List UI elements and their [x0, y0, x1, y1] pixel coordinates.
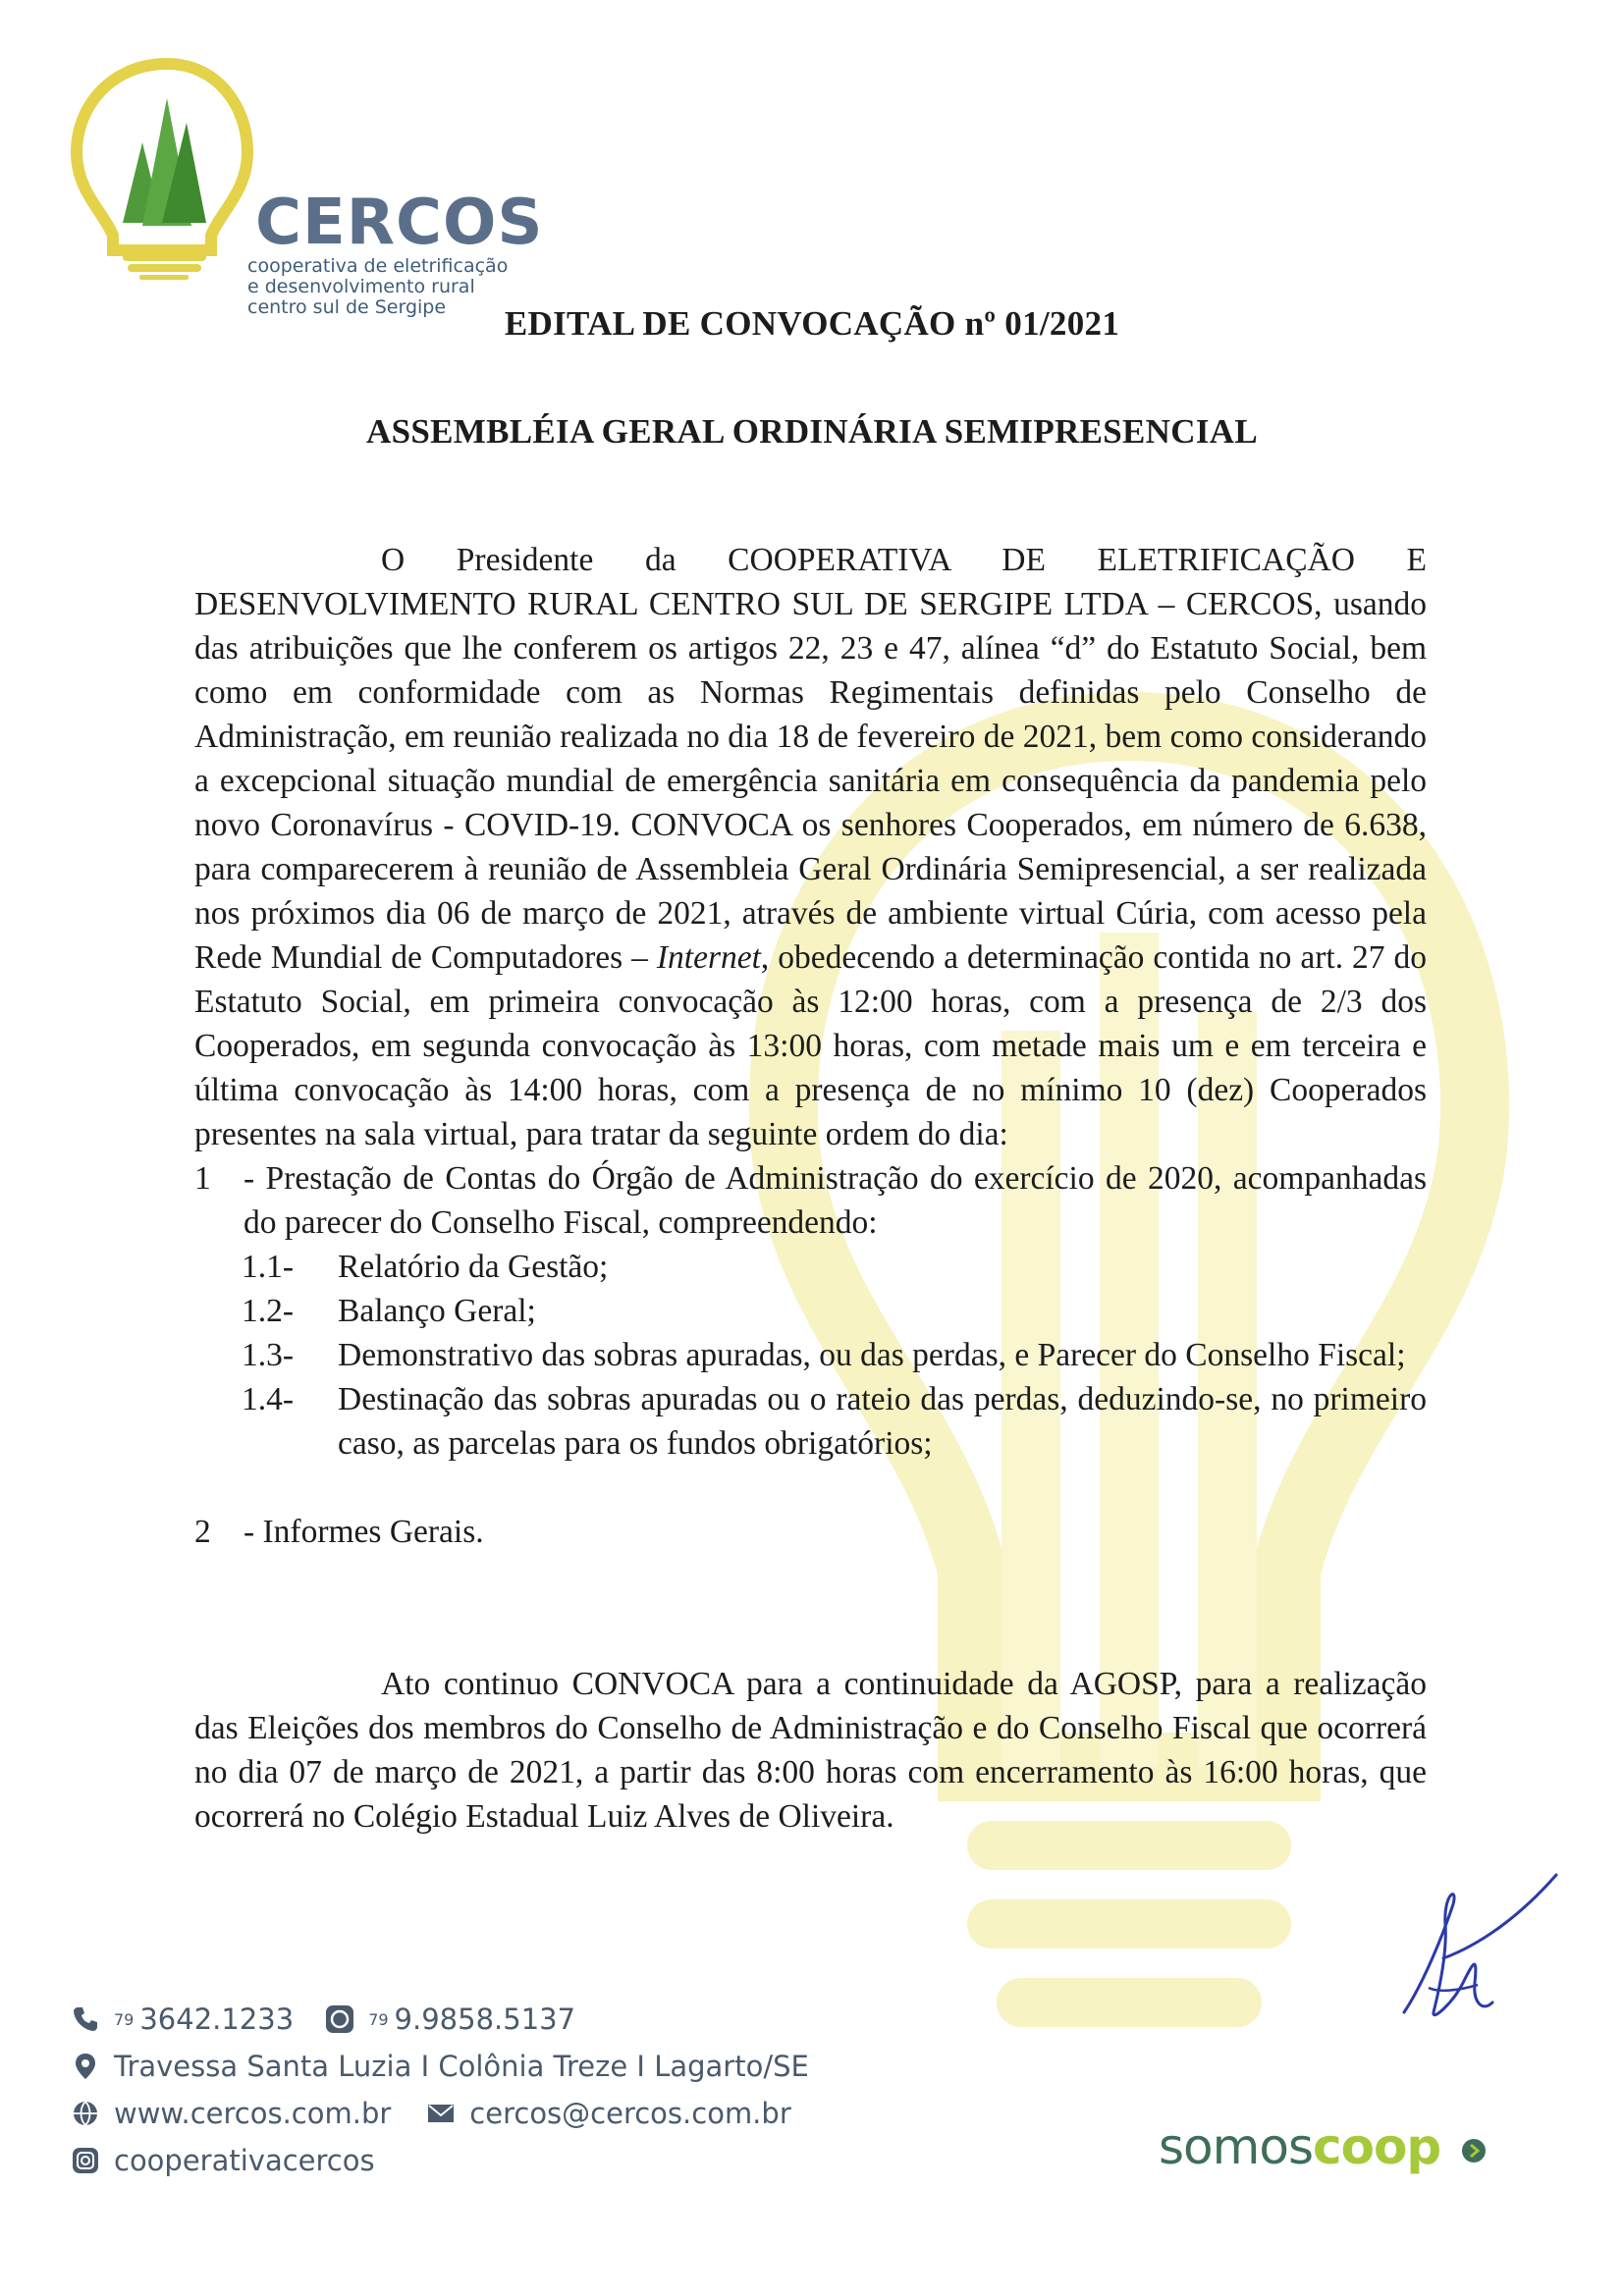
- subitem-text: Balanço Geral;: [338, 1293, 536, 1329]
- phone-ddd: 79: [114, 2009, 135, 2029]
- phone-number: 3642.1233: [139, 2002, 295, 2036]
- whatsapp-number: 9.9858.5137: [394, 2002, 576, 2036]
- document-title: EDITAL DE CONVOCAÇÃO nº 01/2021: [504, 304, 1120, 343]
- subitem-number: 1.4-: [242, 1381, 295, 1417]
- paragraph-italic-text: Internet: [656, 939, 761, 976]
- agenda-item: [194, 1510, 1427, 1554]
- paragraph-text: O Presidente da COOPERATIVA DE ELETRIFICAÇÃO E DESENVOLVIMENTO RURAL CENTRO SUL DE SERGIPE LTDA – CERCOS, usando das atribuições que lhe conferem os artigos 22, 23 e 47, alínea “d” do Estatuto Social, bem como em conformidade com as Normas Regimentais definidas pelo Conselho de Administração, em reunião realizada no dia 18 de fevereiro de 2021, bem como considerando a excepcional situação mundial de emergência sanitária em consequência da pandemia pelo novo Coronavírus - COVID-19. CONVOCA os senhores Cooperados, em número de 6.638, para comparecerem à reunião de Assembleia Geral Ordinária Semipresencial, a ser realizada nos próximos dia 06 de março de 2021, através de ambiente virtual Cúria, com acesso pela Rede Mundial de Computadores –: [194, 542, 1427, 976]
- agenda-subitem: [194, 1333, 1427, 1377]
- location-pin-icon: [71, 2052, 100, 2081]
- agenda-item: [194, 1156, 1427, 1245]
- whatsapp-ddd: 79: [368, 2009, 389, 2029]
- phone-icon: [71, 2004, 100, 2034]
- paragraph-text: , obedecendo a determinação contida no art. 27 do Estatuto Social, em primeira convocação às 12:00 horas, com a presença de 2/3 dos Cooperados, em segunda convocação às 13:00 horas, com metade mais um e em terceira e última convocação às 14:00 horas, com a presença de no mínimo 10 (dez) Cooperados presentes na sala virtual, para tratar da seguinte ordem do dia:: [194, 939, 1427, 1152]
- agenda-item-number: 1: [194, 1160, 211, 1197]
- subitem-number: 1.3-: [242, 1337, 295, 1373]
- whatsapp-icon: [325, 2004, 354, 2034]
- agenda-subitem: [194, 1289, 1427, 1333]
- convocation-paragraph: [194, 538, 1427, 1156]
- handwritten-signature: [1384, 1865, 1561, 2042]
- subitem-text: Relatório da Gestão;: [338, 1249, 609, 1285]
- instagram-icon: [71, 2146, 100, 2175]
- coop-text: coop: [1313, 2118, 1441, 2175]
- arrow-circle-icon: [1461, 2138, 1487, 2163]
- somoscoop-logo: [1159, 2118, 1487, 2175]
- subitem-text: Demonstrativo das sobras apuradas, ou das perdas, e Parecer do Conselho Fiscal;: [338, 1337, 1406, 1373]
- document-body: [194, 538, 1427, 1839]
- agenda-item-number: 2: [194, 1514, 211, 1550]
- globe-icon: [71, 2099, 100, 2128]
- logo-wordmark: CERCOS: [255, 187, 544, 259]
- agenda-subitem: [194, 1377, 1427, 1466]
- email-link[interactable]: cercos@cercos.com.br: [469, 2097, 791, 2130]
- logo-tagline-line: e desenvolvimento rural: [247, 276, 475, 297]
- phone-row: [71, 2002, 575, 2036]
- lightbulb-logo-icon: [69, 54, 265, 280]
- envelope-icon: [426, 2099, 456, 2128]
- instagram-handle[interactable]: cooperativacercos: [114, 2144, 375, 2177]
- logo-tagline-line: cooperativa de eletrificação: [247, 255, 509, 277]
- logo-tagline-line: centro sul de Sergipe: [247, 296, 447, 318]
- agenda-item-text: - Informes Gerais.: [244, 1514, 484, 1550]
- elections-paragraph: Ato continuo CONVOCA para a continuidade da AGOSP, para a realização das Eleições dos membros do Conselho de Administração e do Conselho Fiscal que ocorrerá no dia 07 de março de 2021, a partir das 8:00 horas com encerramento às 16:00 horas, que ocorrerá no Colégio Estadual Luiz Alves de Oliveira.: [194, 1666, 1427, 1835]
- document-subtitle: ASSEMBLÉIA GERAL ORDINÁRIA SEMIPRESENCIAL: [366, 412, 1258, 451]
- subitem-number: 1.2-: [242, 1293, 295, 1329]
- address-row: [71, 2050, 809, 2083]
- somos-text: somos: [1159, 2118, 1313, 2175]
- subitem-number: 1.1-: [242, 1249, 295, 1285]
- agenda-list: [194, 1156, 1427, 1554]
- instagram-row: [71, 2144, 375, 2177]
- subitem-text: Destinação das sobras apuradas ou o rateio das perdas, deduzindo-se, no primeiro caso, as parcelas para os fundos obrigatórios;: [338, 1381, 1427, 1462]
- website-link[interactable]: www.cercos.com.br: [114, 2097, 392, 2130]
- agenda-item-text: - Prestação de Contas do Órgão de Administração do exercício de 2020, acompanhadas do parecer do Conselho Fiscal, compreendendo:: [244, 1160, 1427, 1241]
- agenda-subitem: [194, 1245, 1427, 1289]
- cercos-logo: [69, 54, 544, 318]
- web-email-row: [71, 2097, 791, 2130]
- address-text: Travessa Santa Luzia I Colônia Treze I Lagarto/SE: [114, 2050, 809, 2083]
